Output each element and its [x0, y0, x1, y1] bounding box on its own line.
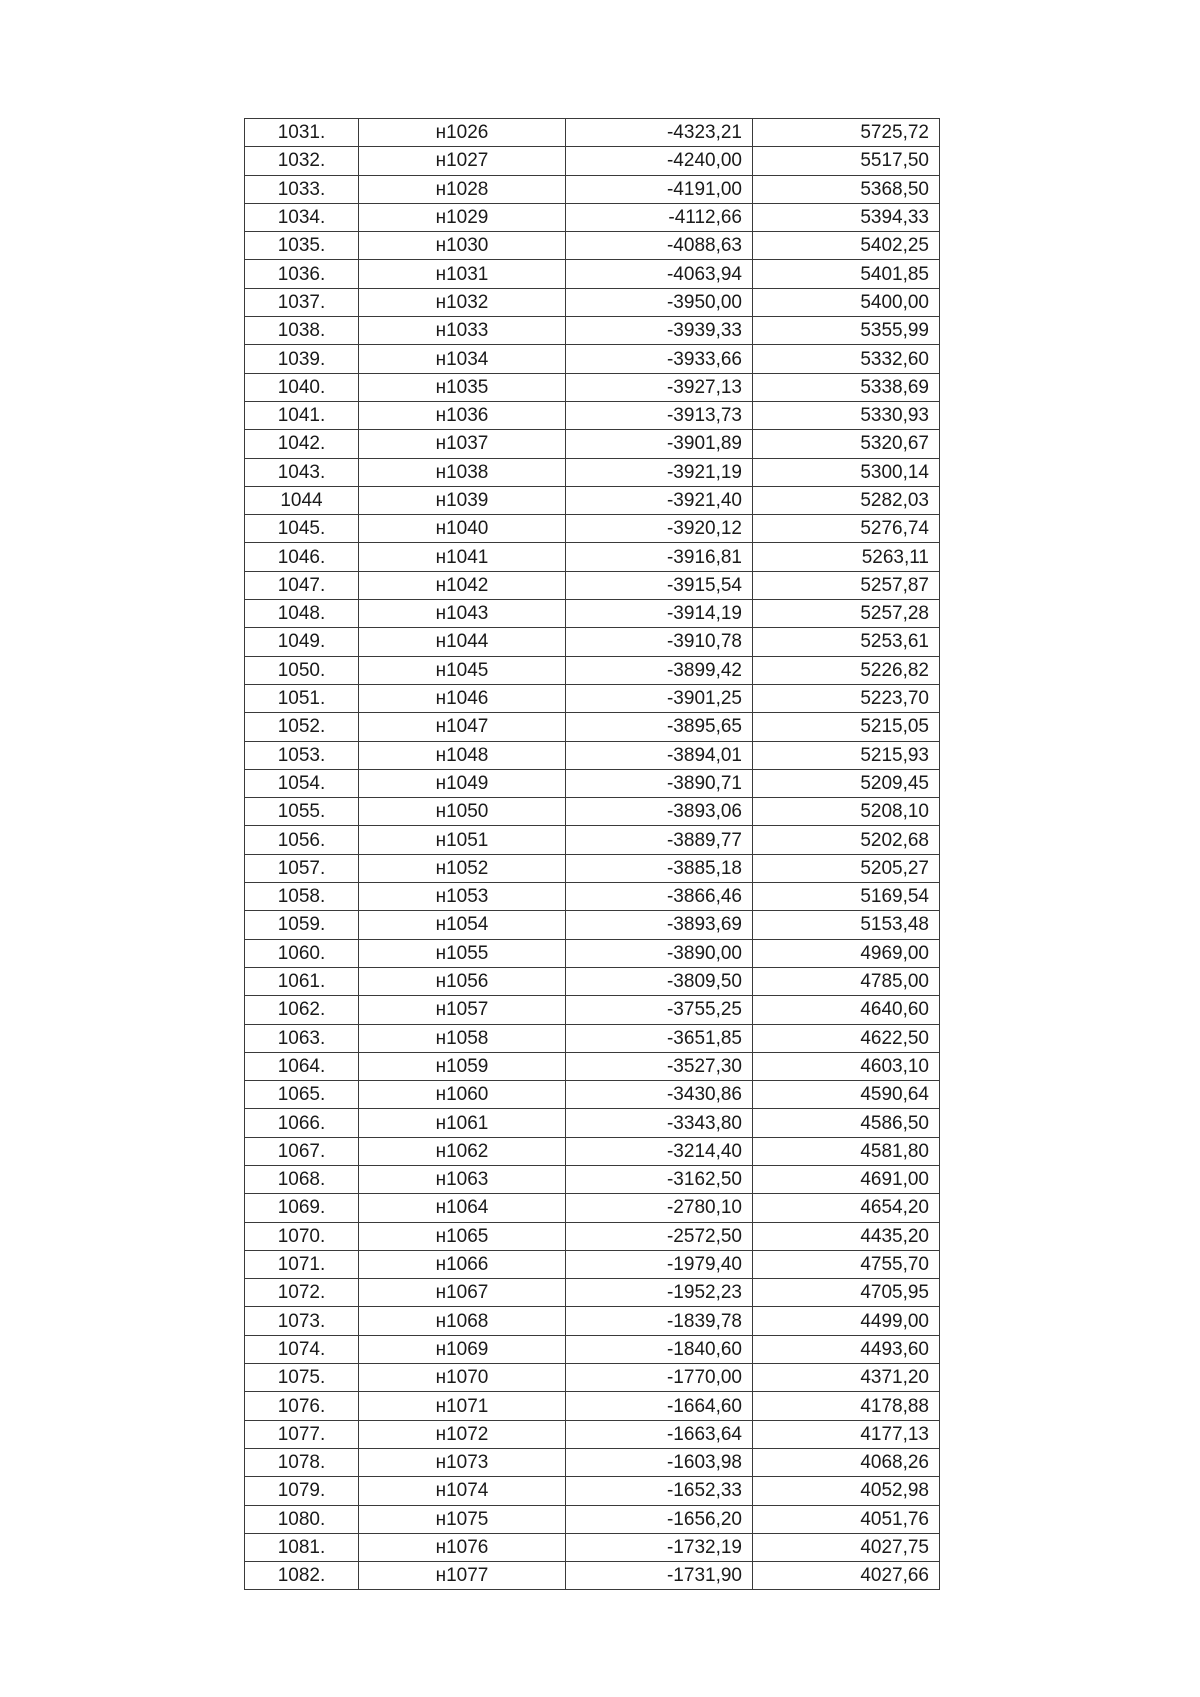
y-coordinate-cell: 4622,50	[753, 1024, 940, 1052]
point-name-cell: н1051	[359, 826, 566, 854]
x-coordinate-cell: -1840,60	[566, 1335, 753, 1363]
table-row	[245, 1165, 940, 1193]
y-coordinate-cell: 5209,45	[753, 769, 940, 797]
x-coordinate-cell: -3920,12	[566, 515, 753, 543]
y-coordinate-cell: 4654,20	[753, 1194, 940, 1222]
table-row	[245, 854, 940, 882]
x-coordinate-cell: -3889,77	[566, 826, 753, 854]
x-coordinate-cell: -3651,85	[566, 1024, 753, 1052]
row-number-cell: 1040.	[245, 373, 359, 401]
table-row	[245, 1081, 940, 1109]
row-number-cell: 1034.	[245, 203, 359, 231]
row-number-cell: 1032.	[245, 147, 359, 175]
row-number-cell: 1058.	[245, 883, 359, 911]
point-name-cell: н1052	[359, 854, 566, 882]
point-name-cell: н1037	[359, 430, 566, 458]
point-name-cell: н1066	[359, 1250, 566, 1278]
x-coordinate-cell: -3927,13	[566, 373, 753, 401]
y-coordinate-cell: 5338,69	[753, 373, 940, 401]
point-name-cell: н1064	[359, 1194, 566, 1222]
row-number-cell: 1079.	[245, 1477, 359, 1505]
y-coordinate-cell: 5208,10	[753, 798, 940, 826]
y-coordinate-cell: 5517,50	[753, 147, 940, 175]
table-row	[245, 798, 940, 826]
point-name-cell: н1029	[359, 203, 566, 231]
table-row	[245, 119, 940, 147]
point-name-cell: н1057	[359, 996, 566, 1024]
x-coordinate-cell: -3527,30	[566, 1052, 753, 1080]
x-coordinate-cell: -3913,73	[566, 401, 753, 429]
point-name-cell: н1028	[359, 175, 566, 203]
table-row	[245, 1505, 940, 1533]
y-coordinate-cell: 4785,00	[753, 967, 940, 995]
row-number-cell: 1039.	[245, 345, 359, 373]
y-coordinate-cell: 5263,11	[753, 543, 940, 571]
row-number-cell: 1037.	[245, 288, 359, 316]
table-row	[245, 1222, 940, 1250]
y-coordinate-cell: 4177,13	[753, 1420, 940, 1448]
point-name-cell: н1040	[359, 515, 566, 543]
y-coordinate-cell: 4027,75	[753, 1533, 940, 1561]
y-coordinate-cell: 4435,20	[753, 1222, 940, 1250]
y-coordinate-cell: 4705,95	[753, 1279, 940, 1307]
row-number-cell: 1041.	[245, 401, 359, 429]
table-row	[245, 430, 940, 458]
row-number-cell: 1049.	[245, 628, 359, 656]
x-coordinate-cell: -3162,50	[566, 1165, 753, 1193]
x-coordinate-cell: -3890,00	[566, 939, 753, 967]
table-row	[245, 600, 940, 628]
point-name-cell: н1058	[359, 1024, 566, 1052]
row-number-cell: 1070.	[245, 1222, 359, 1250]
row-number-cell: 1031.	[245, 119, 359, 147]
x-coordinate-cell: -3809,50	[566, 967, 753, 995]
point-name-cell: н1050	[359, 798, 566, 826]
table-row	[245, 1194, 940, 1222]
table-row	[245, 1364, 940, 1392]
row-number-cell: 1036.	[245, 260, 359, 288]
row-number-cell: 1063.	[245, 1024, 359, 1052]
x-coordinate-cell: -3933,66	[566, 345, 753, 373]
table-row	[245, 967, 940, 995]
point-name-cell: н1045	[359, 656, 566, 684]
y-coordinate-cell: 4068,26	[753, 1448, 940, 1476]
point-name-cell: н1056	[359, 967, 566, 995]
point-name-cell: н1055	[359, 939, 566, 967]
coordinates-table-body	[245, 119, 940, 1590]
point-name-cell: н1068	[359, 1307, 566, 1335]
point-name-cell: н1026	[359, 119, 566, 147]
table-row	[245, 1420, 940, 1448]
table-row	[245, 911, 940, 939]
row-number-cell: 1059.	[245, 911, 359, 939]
y-coordinate-cell: 5330,93	[753, 401, 940, 429]
table-row	[245, 1024, 940, 1052]
table-row	[245, 401, 940, 429]
x-coordinate-cell: -4088,63	[566, 232, 753, 260]
row-number-cell: 1076.	[245, 1392, 359, 1420]
y-coordinate-cell: 5226,82	[753, 656, 940, 684]
y-coordinate-cell: 5153,48	[753, 911, 940, 939]
y-coordinate-cell: 4755,70	[753, 1250, 940, 1278]
x-coordinate-cell: -3343,80	[566, 1109, 753, 1137]
y-coordinate-cell: 4590,64	[753, 1081, 940, 1109]
table-row	[245, 996, 940, 1024]
x-coordinate-cell: -3914,19	[566, 600, 753, 628]
x-coordinate-cell: -1731,90	[566, 1562, 753, 1590]
x-coordinate-cell: -4191,00	[566, 175, 753, 203]
y-coordinate-cell: 5401,85	[753, 260, 940, 288]
row-number-cell: 1033.	[245, 175, 359, 203]
point-name-cell: н1049	[359, 769, 566, 797]
row-number-cell: 1042.	[245, 430, 359, 458]
y-coordinate-cell: 5257,28	[753, 600, 940, 628]
row-number-cell: 1068.	[245, 1165, 359, 1193]
point-name-cell: н1033	[359, 317, 566, 345]
table-row	[245, 373, 940, 401]
row-number-cell: 1046.	[245, 543, 359, 571]
x-coordinate-cell: -3893,06	[566, 798, 753, 826]
table-row	[245, 317, 940, 345]
row-number-cell: 1065.	[245, 1081, 359, 1109]
x-coordinate-cell: -4112,66	[566, 203, 753, 231]
row-number-cell: 1052.	[245, 713, 359, 741]
x-coordinate-cell: -1663,64	[566, 1420, 753, 1448]
table-row	[245, 1052, 940, 1080]
row-number-cell: 1074.	[245, 1335, 359, 1363]
row-number-cell: 1082.	[245, 1562, 359, 1590]
y-coordinate-cell: 5205,27	[753, 854, 940, 882]
table-row	[245, 939, 940, 967]
point-name-cell: н1031	[359, 260, 566, 288]
row-number-cell: 1056.	[245, 826, 359, 854]
row-number-cell: 1043.	[245, 458, 359, 486]
x-coordinate-cell: -2572,50	[566, 1222, 753, 1250]
y-coordinate-cell: 5368,50	[753, 175, 940, 203]
x-coordinate-cell: -1732,19	[566, 1533, 753, 1561]
point-name-cell: н1069	[359, 1335, 566, 1363]
table-row	[245, 147, 940, 175]
point-name-cell: н1048	[359, 741, 566, 769]
x-coordinate-cell: -3916,81	[566, 543, 753, 571]
point-name-cell: н1053	[359, 883, 566, 911]
y-coordinate-cell: 4052,98	[753, 1477, 940, 1505]
row-number-cell: 1072.	[245, 1279, 359, 1307]
row-number-cell: 1054.	[245, 769, 359, 797]
y-coordinate-cell: 5223,70	[753, 684, 940, 712]
point-name-cell: н1042	[359, 571, 566, 599]
table-row	[245, 1562, 940, 1590]
table-row	[245, 713, 940, 741]
x-coordinate-cell: -1652,33	[566, 1477, 753, 1505]
table-row	[245, 826, 940, 854]
x-coordinate-cell: -3901,25	[566, 684, 753, 712]
x-coordinate-cell: -3430,86	[566, 1081, 753, 1109]
table-row	[245, 260, 940, 288]
point-name-cell: н1027	[359, 147, 566, 175]
point-name-cell: н1047	[359, 713, 566, 741]
row-number-cell: 1057.	[245, 854, 359, 882]
y-coordinate-cell: 5320,67	[753, 430, 940, 458]
x-coordinate-cell: -3895,65	[566, 713, 753, 741]
row-number-cell: 1073.	[245, 1307, 359, 1335]
y-coordinate-cell: 4603,10	[753, 1052, 940, 1080]
y-coordinate-cell: 4371,20	[753, 1364, 940, 1392]
x-coordinate-cell: -3910,78	[566, 628, 753, 656]
table-row	[245, 1448, 940, 1476]
table-row	[245, 175, 940, 203]
y-coordinate-cell: 5215,05	[753, 713, 940, 741]
row-number-cell: 1044	[245, 486, 359, 514]
point-name-cell: н1046	[359, 684, 566, 712]
y-coordinate-cell: 5215,93	[753, 741, 940, 769]
row-number-cell: 1045.	[245, 515, 359, 543]
table-row	[245, 769, 940, 797]
point-name-cell: н1060	[359, 1081, 566, 1109]
y-coordinate-cell: 5276,74	[753, 515, 940, 543]
point-name-cell: н1054	[359, 911, 566, 939]
row-number-cell: 1051.	[245, 684, 359, 712]
row-number-cell: 1050.	[245, 656, 359, 684]
row-number-cell: 1038.	[245, 317, 359, 345]
table-row	[245, 684, 940, 712]
y-coordinate-cell: 4640,60	[753, 996, 940, 1024]
point-name-cell: н1041	[359, 543, 566, 571]
y-coordinate-cell: 4178,88	[753, 1392, 940, 1420]
point-name-cell: н1073	[359, 1448, 566, 1476]
row-number-cell: 1064.	[245, 1052, 359, 1080]
row-number-cell: 1035.	[245, 232, 359, 260]
row-number-cell: 1077.	[245, 1420, 359, 1448]
table-row	[245, 1477, 940, 1505]
point-name-cell: н1036	[359, 401, 566, 429]
y-coordinate-cell: 5169,54	[753, 883, 940, 911]
point-name-cell: н1044	[359, 628, 566, 656]
point-name-cell: н1061	[359, 1109, 566, 1137]
x-coordinate-cell: -1664,60	[566, 1392, 753, 1420]
point-name-cell: н1067	[359, 1279, 566, 1307]
x-coordinate-cell: -3894,01	[566, 741, 753, 769]
point-name-cell: н1035	[359, 373, 566, 401]
x-coordinate-cell: -3893,69	[566, 911, 753, 939]
row-number-cell: 1060.	[245, 939, 359, 967]
row-number-cell: 1080.	[245, 1505, 359, 1533]
table-row	[245, 288, 940, 316]
point-name-cell: н1077	[359, 1562, 566, 1590]
point-name-cell: н1076	[359, 1533, 566, 1561]
table-row	[245, 741, 940, 769]
x-coordinate-cell: -3901,89	[566, 430, 753, 458]
x-coordinate-cell: -1839,78	[566, 1307, 753, 1335]
point-name-cell: н1043	[359, 600, 566, 628]
point-name-cell: н1034	[359, 345, 566, 373]
y-coordinate-cell: 5202,68	[753, 826, 940, 854]
point-name-cell: н1071	[359, 1392, 566, 1420]
row-number-cell: 1053.	[245, 741, 359, 769]
point-name-cell: н1070	[359, 1364, 566, 1392]
y-coordinate-cell: 4581,80	[753, 1137, 940, 1165]
x-coordinate-cell: -3915,54	[566, 571, 753, 599]
x-coordinate-cell: -3885,18	[566, 854, 753, 882]
x-coordinate-cell: -3921,19	[566, 458, 753, 486]
table-row	[245, 656, 940, 684]
table-row	[245, 486, 940, 514]
table-row	[245, 1335, 940, 1363]
row-number-cell: 1066.	[245, 1109, 359, 1137]
point-name-cell: н1063	[359, 1165, 566, 1193]
y-coordinate-cell: 5725,72	[753, 119, 940, 147]
point-name-cell: н1030	[359, 232, 566, 260]
y-coordinate-cell: 5300,14	[753, 458, 940, 486]
point-name-cell: н1065	[359, 1222, 566, 1250]
y-coordinate-cell: 4586,50	[753, 1109, 940, 1137]
x-coordinate-cell: -2780,10	[566, 1194, 753, 1222]
y-coordinate-cell: 5282,03	[753, 486, 940, 514]
x-coordinate-cell: -4063,94	[566, 260, 753, 288]
point-name-cell: н1059	[359, 1052, 566, 1080]
table-row	[245, 1250, 940, 1278]
table-row	[245, 345, 940, 373]
x-coordinate-cell: -1770,00	[566, 1364, 753, 1392]
row-number-cell: 1081.	[245, 1533, 359, 1561]
point-name-cell: н1062	[359, 1137, 566, 1165]
y-coordinate-cell: 4051,76	[753, 1505, 940, 1533]
table-row	[245, 515, 940, 543]
x-coordinate-cell: -4323,21	[566, 119, 753, 147]
row-number-cell: 1055.	[245, 798, 359, 826]
x-coordinate-cell: -3890,71	[566, 769, 753, 797]
table-row	[245, 1109, 940, 1137]
point-name-cell: н1039	[359, 486, 566, 514]
x-coordinate-cell: -1979,40	[566, 1250, 753, 1278]
row-number-cell: 1075.	[245, 1364, 359, 1392]
y-coordinate-cell: 5355,99	[753, 317, 940, 345]
y-coordinate-cell: 5332,60	[753, 345, 940, 373]
table-row	[245, 1137, 940, 1165]
x-coordinate-cell: -3214,40	[566, 1137, 753, 1165]
y-coordinate-cell: 4493,60	[753, 1335, 940, 1363]
x-coordinate-cell: -3921,40	[566, 486, 753, 514]
y-coordinate-cell: 5257,87	[753, 571, 940, 599]
x-coordinate-cell: -3939,33	[566, 317, 753, 345]
row-number-cell: 1047.	[245, 571, 359, 599]
x-coordinate-cell: -3755,25	[566, 996, 753, 1024]
table-row	[245, 1533, 940, 1561]
point-name-cell: н1074	[359, 1477, 566, 1505]
table-row	[245, 1392, 940, 1420]
row-number-cell: 1071.	[245, 1250, 359, 1278]
y-coordinate-cell: 5394,33	[753, 203, 940, 231]
table-row	[245, 458, 940, 486]
row-number-cell: 1048.	[245, 600, 359, 628]
point-name-cell: н1032	[359, 288, 566, 316]
x-coordinate-cell: -3950,00	[566, 288, 753, 316]
y-coordinate-cell: 4499,00	[753, 1307, 940, 1335]
x-coordinate-cell: -1952,23	[566, 1279, 753, 1307]
x-coordinate-cell: -4240,00	[566, 147, 753, 175]
table-row	[245, 543, 940, 571]
row-number-cell: 1062.	[245, 996, 359, 1024]
x-coordinate-cell: -3866,46	[566, 883, 753, 911]
table-row	[245, 232, 940, 260]
y-coordinate-cell: 5400,00	[753, 288, 940, 316]
y-coordinate-cell: 4691,00	[753, 1165, 940, 1193]
y-coordinate-cell: 4969,00	[753, 939, 940, 967]
x-coordinate-cell: -1656,20	[566, 1505, 753, 1533]
table-row	[245, 628, 940, 656]
table-row	[245, 1279, 940, 1307]
x-coordinate-cell: -3899,42	[566, 656, 753, 684]
row-number-cell: 1067.	[245, 1137, 359, 1165]
y-coordinate-cell: 5253,61	[753, 628, 940, 656]
row-number-cell: 1078.	[245, 1448, 359, 1476]
table-row	[245, 203, 940, 231]
y-coordinate-cell: 5402,25	[753, 232, 940, 260]
table-row	[245, 1307, 940, 1335]
y-coordinate-cell: 4027,66	[753, 1562, 940, 1590]
point-name-cell: н1038	[359, 458, 566, 486]
table-row	[245, 571, 940, 599]
point-name-cell: н1075	[359, 1505, 566, 1533]
row-number-cell: 1061.	[245, 967, 359, 995]
table-row	[245, 883, 940, 911]
x-coordinate-cell: -1603,98	[566, 1448, 753, 1476]
point-name-cell: н1072	[359, 1420, 566, 1448]
row-number-cell: 1069.	[245, 1194, 359, 1222]
coordinates-table	[244, 118, 940, 1590]
